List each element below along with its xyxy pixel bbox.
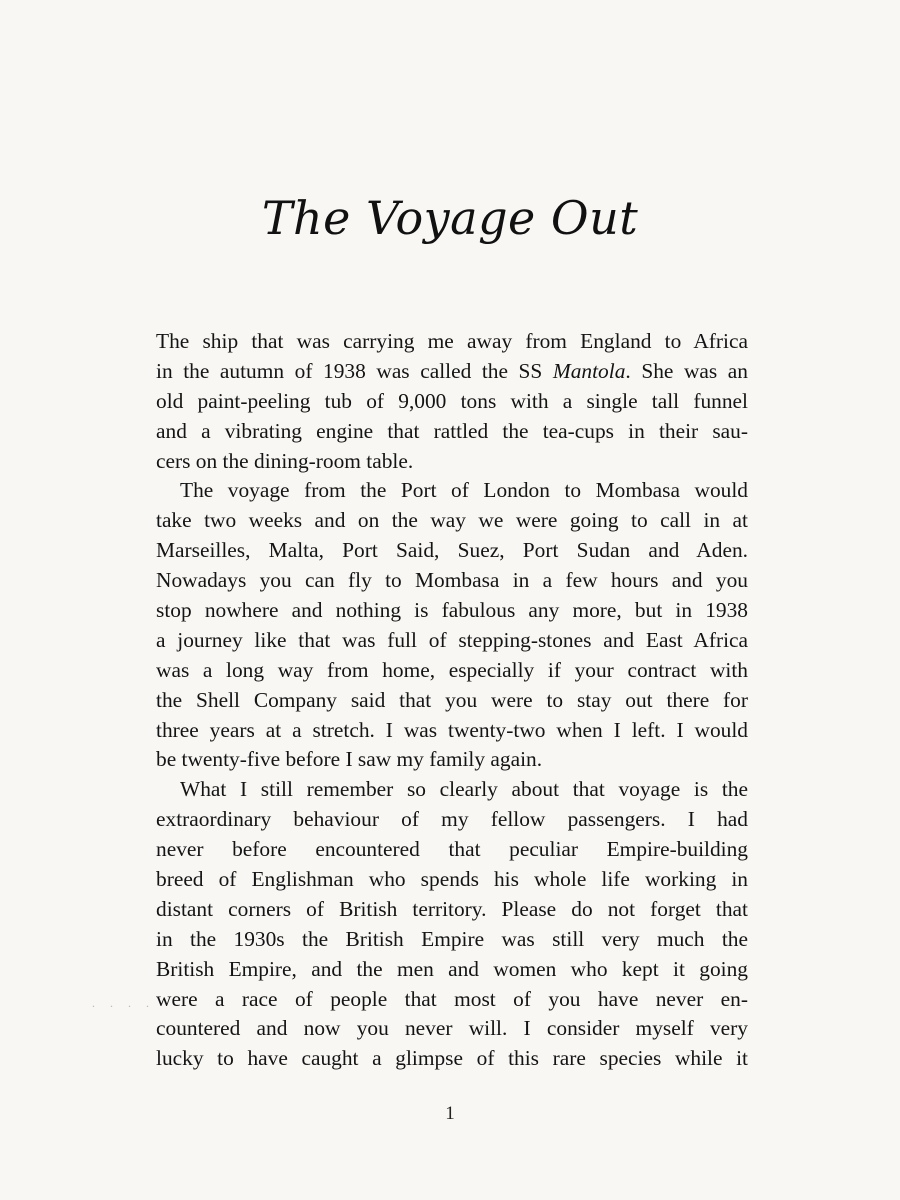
text-line: were a race of people that most of you have never en- [156,986,748,1011]
text-line: breed of Englishman who spends his whole life working in [156,867,748,892]
text-line: What I still remember so clearly about that voyage is the [180,777,748,802]
text-line: and a vibrating engine that rattled the tea-cups in their sau- [156,418,748,443]
ship-name: Mantola [552,358,626,383]
paragraph-3 [156,775,748,1074]
text-line: Nowadays you can fly to Mombasa in a few hours and you [156,568,748,593]
text-line: lucky to have caught a glimpse of this rare species while it [156,1046,748,1071]
text-line: in the 1930s the British Empire was still very much the [156,926,748,951]
text-line: was a long way from home, especially if your contract with [156,657,748,682]
text-line: take two weeks and on the way we were going to call in at [156,508,748,533]
text-line: extraordinary behaviour of my fellow passengers. I had [156,807,748,832]
text-line: the Shell Company said that you were to stay out there for [156,687,748,712]
text-line: old paint-peeling tub of 9,000 tons with a single tall funnel [156,388,748,413]
text-line: three years at a stretch. I was twenty-two when I left. I would [156,717,748,742]
text-line: stop nowhere and nothing is fabulous any more, but in 1938 [156,598,748,623]
text-line: countered and now you never will. I consider myself very [156,1016,748,1041]
chapter-title: The Voyage Out [261,191,639,245]
text-line: never before encountered that peculiar Empire-building [156,837,748,862]
text-line: The ship that was carrying me away from England to Africa [156,329,748,353]
text-line: a journey like that was full of stepping-stones and East Africa [156,627,748,652]
text-line: in the autumn of 1938 was called the SS Mantola. She was an [156,358,748,383]
chapter-body [156,327,748,1074]
text-line: cers on the dining-room table. [156,448,414,473]
text-line: be twenty-five before I saw my family again. [156,747,543,772]
text-line: distant corners of British territory. Please do not forget that [156,896,748,921]
margin-marks: . . . . [92,996,155,1010]
page-number: 1 [445,1103,455,1124]
text-line: The voyage from the Port of London to Mombasa would [180,478,748,503]
text-line: Marseilles, Malta, Port Said, Suez, Port Sudan and Aden. [156,538,748,563]
paragraph-2 [156,476,748,775]
paragraph-1 [156,327,748,476]
text-line: British Empire, and the men and women who kept it going [156,956,748,981]
